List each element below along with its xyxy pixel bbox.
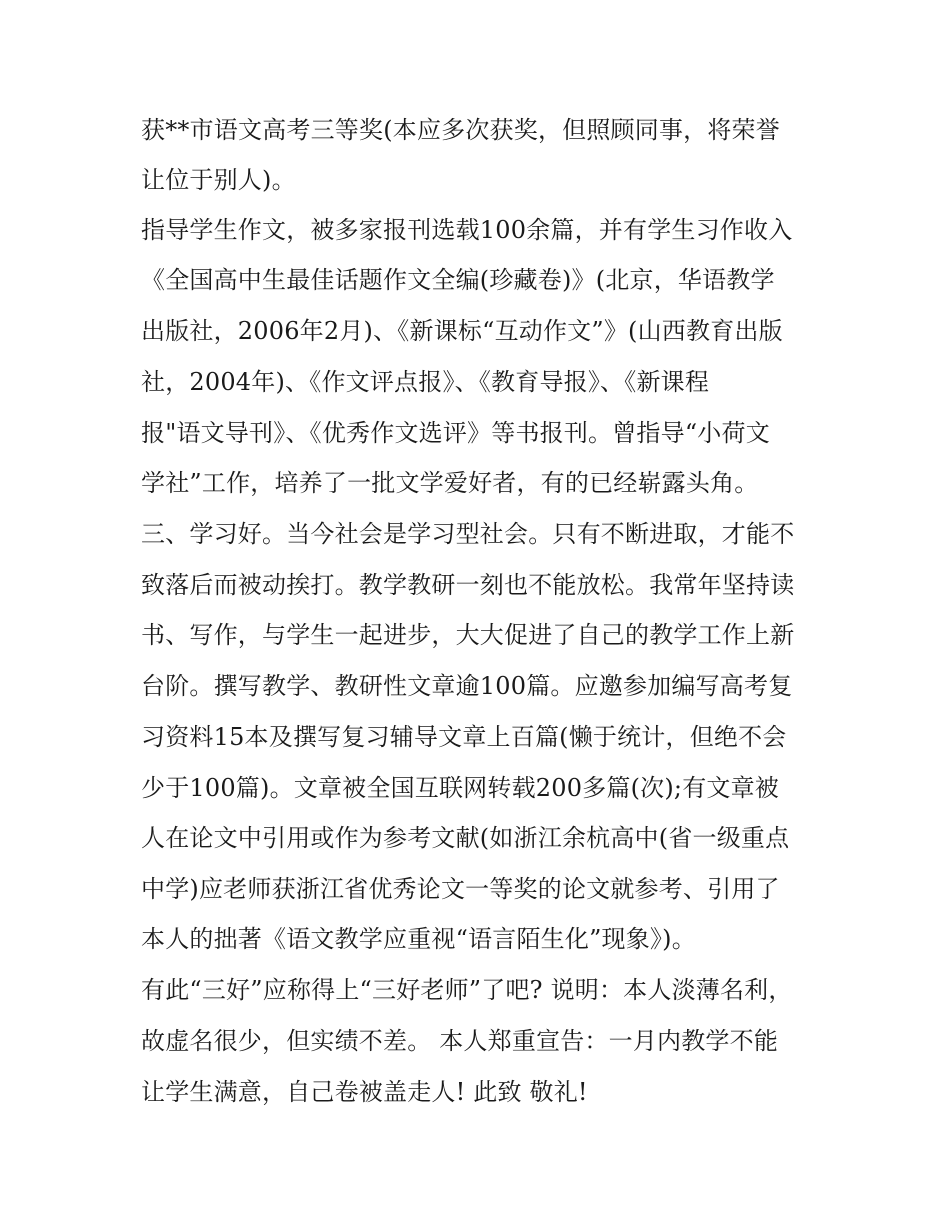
- text-line: 致落后而被动挨打。教学教研一刻也不能放松。我常年坚持读: [141, 571, 795, 599]
- text-line: 少于100篇)。文章被全国互联网转载200多篇(次);有文章被: [141, 774, 779, 802]
- text-line: 获**市语文高考三等奖(本应多次获奖，但照顾同事，将荣誉: [141, 116, 780, 144]
- text-line: 中学)应老师获浙江省优秀论文一等奖的论文就参考、引用了: [141, 875, 780, 903]
- text-line: 指导学生作文，被多家报刊选载100余篇，并有学生习作收入: [141, 216, 793, 244]
- text-line: 人在论文中引用或作为参考文献(如浙江余杭高中(省一级重点: [141, 824, 790, 852]
- text-line: 让学生满意，自己卷被盖走人! 此致 敬礼!: [141, 1078, 588, 1106]
- text-line: 出版社，2006年2月)、《新课标“互动作文”》(山西教育出版: [141, 317, 783, 345]
- text-line: 报"语文导刊》、《优秀作文选评》等书报刊。曾指导“小荷文: [141, 419, 770, 447]
- text-line: 社，2004年)、《作文评点报》、《教育导报》、《新课程: [141, 368, 710, 396]
- text-line: 书、写作，与学生一起进步，大大促进了自己的教学工作上新: [141, 621, 795, 649]
- text-line: 习资料15本及撰写复习辅导文章上百篇(懒于统计，但绝不会: [141, 723, 787, 751]
- text-line: 台阶。撰写教学、教研性文章逾100篇。应邀参加编写高考复: [141, 672, 793, 700]
- text-line: 让位于别人)。: [141, 166, 296, 194]
- text-line: 本人的拙著《语文教学应重视“语言陌生化”现象》)。: [141, 925, 696, 953]
- text-line: 有此“三好”应称得上“三好老师”了吧? 说明：本人淡薄名利，: [141, 976, 793, 1004]
- text-line: 学社”工作，培养了一批文学爱好者，有的已经崭露头角。: [141, 469, 759, 497]
- text-line: 故虚名很少，但实绩不差。 本人郑重宣告：一月内教学不能: [141, 1027, 779, 1055]
- text-line: 三、学习好。当今社会是学习型社会。只有不断进取，才能不: [141, 520, 795, 548]
- text-line: 《全国高中生最佳话题作文全编(珍藏卷)》(北京，华语教学: [141, 266, 775, 294]
